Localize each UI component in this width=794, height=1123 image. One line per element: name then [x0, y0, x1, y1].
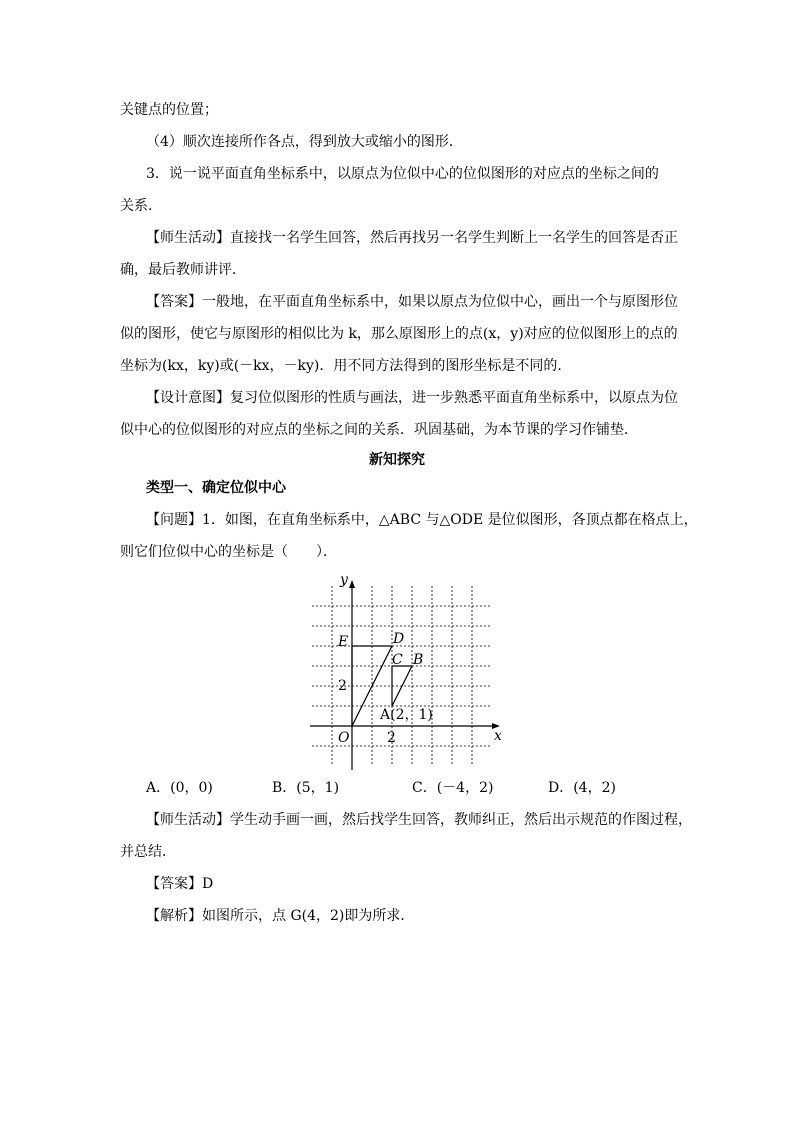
point-e-label: E	[338, 634, 349, 650]
text-line	[146, 292, 678, 312]
label-tag: 【答案】	[146, 294, 202, 310]
text-line: 关键点的位置；	[120, 102, 218, 118]
text-line: 坐标为(kx，ky)或(－kx，－ky)．用不同方法得到的图形坐标是不同的．	[120, 358, 572, 374]
text-line	[146, 228, 678, 248]
labels	[337, 574, 502, 746]
text-span: 如图所示，点 G(4，2)即为所求．	[202, 908, 415, 924]
text-line	[146, 906, 414, 926]
option-a: A．(0，0)	[146, 780, 213, 796]
text-span: 1．如图，在直角坐标系中，△ABC 与△ODE 是位似图形，各顶点都在格点上，	[202, 512, 698, 528]
label-tag: 【设计意图】	[146, 390, 230, 406]
text-line: 并总结．	[120, 844, 176, 860]
y-axis-label: y	[340, 574, 348, 588]
text-line: 似的图形，使它与原图形的相似比为 k，那么原图形上的点(x，y)对应的位似图形上的点的	[120, 326, 678, 342]
option-c: C．(－4，2)	[412, 780, 494, 796]
text-line: 确，最后教师讲评．	[120, 262, 246, 278]
text-line: 关系．	[120, 198, 162, 214]
point-c-label: C	[392, 652, 403, 668]
section-title: 新知探究	[369, 452, 425, 468]
point-d-label: D	[393, 631, 405, 647]
x-tick-label: 2	[387, 730, 396, 746]
type-title: 类型一、确定位似中心	[146, 480, 286, 496]
text-line: 则它们位似中心的坐标是（ ）．	[120, 544, 337, 560]
label-tag: 【师生活动】	[146, 230, 230, 246]
text-line	[146, 810, 692, 830]
text-line	[146, 874, 213, 894]
option-d: D．(4，2)	[548, 780, 616, 796]
text-span: 一般地，在平面直角坐标系中，如果以原点为位似中心，画出一个与原图形位	[202, 294, 678, 310]
option-b: B．(5，1)	[272, 780, 340, 796]
label-tag: 【答案】	[146, 876, 202, 892]
point-a-label: A(2，1)	[380, 707, 433, 723]
point-b-label: B	[413, 652, 424, 668]
text-line	[146, 388, 678, 408]
label-tag: 【师生活动】	[146, 812, 230, 828]
y-tick-label: 2	[338, 678, 347, 694]
label-tag: 【解析】	[146, 908, 202, 924]
text-line: 似中心的位似图形的对应点的坐标之间的关系．巩固基础，为本节课的学习作铺垫．	[120, 422, 638, 438]
text-line: （4）顺次连接所作各点，得到放大或缩小的图形．	[146, 134, 463, 150]
text-line	[146, 510, 698, 530]
x-axis-label: x	[494, 728, 502, 744]
answer-value: D	[202, 876, 214, 892]
label-tag: 【问题】	[146, 512, 202, 528]
text-span: 学生动手画一画，然后找学生回答，教师纠正，然后出示规范的作图过程，	[230, 812, 692, 828]
text-span: 复习位似图形的性质与画法，进一步熟悉平面直角坐标系中，以原点为位	[230, 390, 678, 406]
text-span: 直接找一名学生回答，然后再找另一名学生判断上一名学生的回答是否正	[230, 230, 678, 246]
text-line: 3．说一说平面直角坐标系中，以原点为位似中心的位似图形的对应点的坐标之间的	[146, 166, 659, 182]
coordinate-figure	[300, 574, 510, 774]
origin-label: O	[338, 730, 350, 746]
